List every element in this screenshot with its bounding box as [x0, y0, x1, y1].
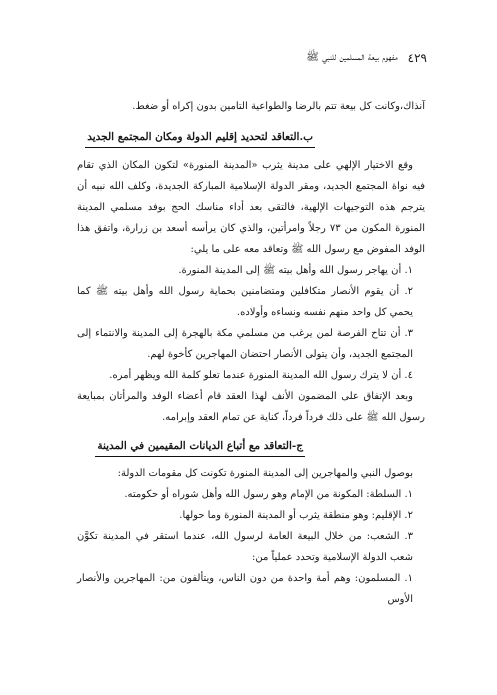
section-b-heading-wrap: [77, 127, 425, 148]
section-b-item-4: ٤. أن لا يترك رسول الله المدينة المنورة عندما تعلو كلمة الله ويظهر أمره.: [109, 370, 413, 381]
intro-paragraph: آنذاك،وكانت كل بيعة تتم بالرضا والطواعية التامين بدون إكراه أو ضغط.: [132, 101, 425, 112]
section-c-intro: بوصول النبي والمهاجرين إلى المدينة المنورة تكونت كل مقومات الدولة:: [117, 468, 413, 479]
section-c-heading: ج-التعاقد مع أتباع الديانات المقيمين في المدينة: [95, 437, 305, 457]
section-b-item-3: ٣. أن تتاح الفرصة لمن يرغب من مسلمي مكة بالهجرة إلى المدينة والانتماء إلى المجتمع الجديد، وأن يتولى الأنصار احتضان المهاجرين كأخوة لهم.: [77, 328, 413, 360]
section-c-item-3: ٣. الشعب: من خلال البيعة العامة لرسول الله، عندما استقر في المدينة تكوَّن شعب الدولة الإسلامية وتحدد عملياً من:: [77, 531, 413, 563]
running-title: مفهوم بيعة المسلمين للنبي ﷺ: [306, 50, 398, 63]
section-c-item-1: ١. السلطة: المكونة من الإمام وهو رسول الله وأهل شوراه أو حكومته.: [124, 489, 413, 500]
section-c-heading-wrap: [77, 436, 425, 457]
section-b-body: وقع الاختيار الإلهي على مدينة يثرب «المدينة المنورة» لتكون المكان الذي تقام فيه نواة المجتمع الجديد، ومقر الدولة الإسلامية المباركة الجديدة، وكلف الله نبيه أن يترجم هذه التوجيهات الإلهية، فالتقى بعد أداء مناسك الحج بوفد مسلمي المدينة المنورة المكون من ٧٣ رجلاً وامرأتين، والذي كان يرأسه أسعد بن زرارة، واتفق هذا الوفد المفوض مع رسول الله ﷺ وتعاقد معه على ما يلي:: [77, 160, 425, 255]
section-b-heading: ب.التعاقد لتحديد إقليم الدولة ومكان المجتمع الجديد: [85, 128, 315, 148]
page-body: [77, 96, 425, 610]
page-number: ٤٢٩: [407, 51, 427, 65]
section-c-item-2: ٢. الإقليم: وهو منطقة يثرب أو المدينة المنورة وما حولها.: [179, 510, 413, 521]
section-b-item-1: ١. أن يهاجر رسول الله وأهل بيته ﷺ إلى المدينة المنورة.: [178, 265, 413, 276]
section-b-closing: وبعد الإتفاق على المضمون الأنف لهذا العقد قام أعضاء الوفد والمرأتان بمبايعة رسول الله ﷺ على ذلك فرداً فرداً، كناية عن تمام العقد وإبرامه.: [77, 391, 425, 423]
page-header: [77, 50, 427, 66]
section-c-item-3-1: ١. المسلمون: وهم أمة واحدة من دون الناس، ويتألفون من: المهاجرين والأنصار الأوس: [77, 573, 413, 605]
section-b-item-2: ٢. أن يقوم الأنصار متكافلين ومتضامنين بحماية رسول الله وأهل بيته ﷺ كما يحمي كل واحد منهم نفسه ونساءه وأولاده.: [77, 286, 413, 318]
